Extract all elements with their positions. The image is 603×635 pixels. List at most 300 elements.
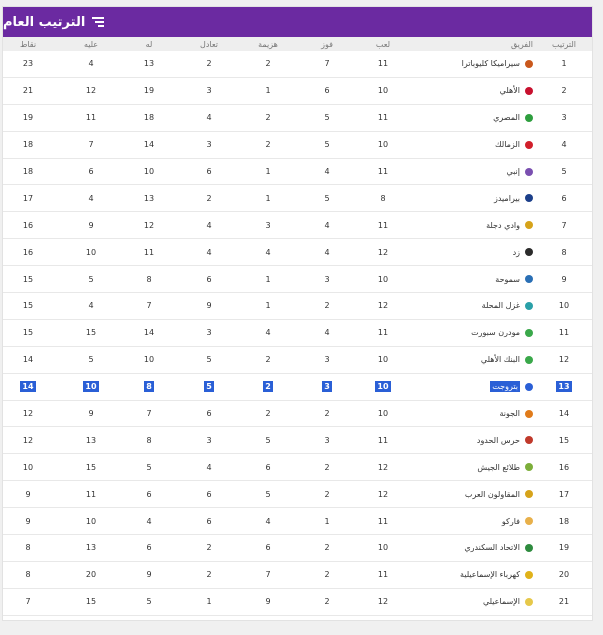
table-row[interactable] <box>3 401 592 428</box>
draw-cell-value: 4 <box>206 247 212 257</box>
win-cell <box>302 401 352 427</box>
draw-cell <box>184 347 234 373</box>
rank-cell-value: 14 <box>558 409 570 419</box>
points-cell-value: 18 <box>22 140 34 150</box>
lose-cell <box>243 320 293 346</box>
draw-cell <box>184 51 234 77</box>
team-cell[interactable] <box>393 535 539 561</box>
for-cell <box>124 427 174 453</box>
table-row[interactable] <box>3 78 592 105</box>
for-cell <box>124 562 174 588</box>
rank-cell <box>539 347 589 373</box>
against-cell-value: 10 <box>85 247 97 257</box>
points-cell <box>3 374 53 400</box>
for-cell-value: 13 <box>143 193 155 203</box>
win-cell <box>302 185 352 211</box>
table-row[interactable] <box>3 454 592 481</box>
for-cell <box>124 347 174 373</box>
for-cell <box>124 132 174 158</box>
table-row[interactable] <box>3 51 592 78</box>
lose-cell-value: 2 <box>265 409 271 419</box>
rank-cell <box>539 185 589 211</box>
draw-cell-value: 2 <box>206 59 212 69</box>
team-logo-icon <box>525 302 533 310</box>
team-logo-icon <box>525 114 533 122</box>
team-cell[interactable] <box>393 374 539 400</box>
for-cell-value: 19 <box>143 86 155 96</box>
points-cell <box>3 535 53 561</box>
draw-cell <box>184 481 234 507</box>
for-cell-value: 18 <box>143 113 155 123</box>
rank-cell <box>539 132 589 158</box>
table-row[interactable] <box>3 427 592 454</box>
lose-cell <box>243 185 293 211</box>
team-name[interactable]: حرس الحدود <box>476 435 520 445</box>
points-cell <box>3 159 53 185</box>
team-logo-icon <box>525 598 533 606</box>
points-cell-value: 7 <box>25 597 31 607</box>
team-name[interactable]: فاركو <box>501 516 520 526</box>
for-cell-value: 12 <box>143 220 155 230</box>
played-cell-value: 10 <box>377 382 389 392</box>
table-row[interactable] <box>3 132 592 159</box>
team-cell[interactable] <box>393 159 539 185</box>
team-cell[interactable] <box>393 105 539 131</box>
team-logo-icon <box>525 275 533 283</box>
draw-cell-value: 6 <box>206 274 212 284</box>
win-cell-value: 2 <box>324 543 330 553</box>
played-cell-value: 10 <box>377 274 389 284</box>
against-cell <box>66 51 116 77</box>
lose-cell <box>243 401 293 427</box>
draw-cell-value: 3 <box>206 435 212 445</box>
table-row[interactable] <box>3 589 592 616</box>
for-cell <box>124 105 174 131</box>
rank-cell-value: 13 <box>558 382 570 392</box>
points-cell <box>3 185 53 211</box>
against-cell <box>66 266 116 292</box>
team-name[interactable]: مودرن سبورت <box>471 328 520 338</box>
for-cell <box>124 535 174 561</box>
team-name[interactable]: الجونة <box>499 409 520 419</box>
win-cell-value: 3 <box>324 355 330 365</box>
points-cell <box>3 212 53 238</box>
rank-cell-value: 15 <box>558 435 570 445</box>
draw-cell <box>184 535 234 561</box>
win-cell <box>302 589 352 615</box>
standings-title: الترتيب العام <box>3 14 86 30</box>
lose-cell-value: 2 <box>265 382 271 392</box>
team-cell[interactable] <box>393 347 539 373</box>
col-win: فوز <box>321 39 333 49</box>
team-name[interactable]: الاتحاد السكندري <box>464 543 520 553</box>
draw-cell <box>184 320 234 346</box>
lose-cell-value: 3 <box>265 220 271 230</box>
team-cell[interactable] <box>393 320 539 346</box>
rank-cell <box>539 293 589 319</box>
against-cell-value: 12 <box>85 86 97 96</box>
lose-cell <box>243 105 293 131</box>
against-cell <box>66 185 116 211</box>
for-cell-value: 8 <box>146 274 152 284</box>
team-name[interactable]: طلائع الجيش <box>477 462 520 472</box>
rank-cell <box>539 562 589 588</box>
team-name[interactable]: المصري <box>493 113 520 123</box>
draw-cell-value: 6 <box>206 516 212 526</box>
against-cell-value: 11 <box>85 489 97 499</box>
win-cell-value: 4 <box>324 167 330 176</box>
table-row[interactable] <box>3 374 592 401</box>
team-name[interactable]: البنك الأهلي <box>480 355 520 365</box>
standings-card <box>2 6 593 621</box>
lose-cell <box>243 78 293 104</box>
rank-cell <box>539 51 589 77</box>
against-cell-value: 15 <box>85 597 97 607</box>
win-cell-value: 5 <box>324 113 330 123</box>
team-cell[interactable] <box>393 427 539 453</box>
for-cell-value: 14 <box>143 140 155 150</box>
lose-cell-value: 5 <box>265 489 271 499</box>
lose-cell <box>243 212 293 238</box>
team-logo-icon <box>525 436 533 444</box>
lose-cell <box>243 239 293 265</box>
draw-cell <box>184 239 234 265</box>
for-cell-value: 11 <box>143 247 155 257</box>
for-cell-value: 6 <box>146 489 152 499</box>
rank-cell <box>539 320 589 346</box>
rank-cell <box>539 105 589 131</box>
table-row[interactable] <box>3 508 592 535</box>
table-row[interactable] <box>3 293 592 320</box>
team-logo-icon <box>525 87 533 95</box>
team-name[interactable]: وادي دجلة <box>486 220 520 230</box>
team-cell[interactable] <box>393 185 539 211</box>
team-name[interactable]: بيراميدز <box>493 193 520 203</box>
points-cell <box>3 481 53 507</box>
lose-cell-value: 4 <box>265 328 271 338</box>
team-cell[interactable] <box>393 401 539 427</box>
points-cell-value: 9 <box>25 516 31 526</box>
table-header <box>3 37 592 51</box>
draw-cell-value: 2 <box>206 570 212 580</box>
team-name[interactable]: إنبي <box>506 167 520 176</box>
for-cell <box>124 589 174 615</box>
draw-cell-value: 2 <box>206 193 212 203</box>
table-row[interactable] <box>3 105 592 132</box>
for-cell-value: 10 <box>143 355 155 365</box>
table-row[interactable] <box>3 562 592 589</box>
played-cell-value: 12 <box>377 247 389 257</box>
table-row[interactable] <box>3 481 592 508</box>
against-cell-value: 4 <box>88 301 94 311</box>
rank-cell <box>539 374 589 400</box>
team-cell[interactable] <box>393 454 539 480</box>
lose-cell-value: 1 <box>265 274 271 284</box>
for-cell-value: 7 <box>146 409 152 419</box>
against-cell-value: 5 <box>88 355 94 365</box>
rank-cell-value: 17 <box>558 489 570 499</box>
for-cell-value: 4 <box>146 516 152 526</box>
points-cell <box>3 132 53 158</box>
team-name[interactable]: غزل المحلة <box>481 301 520 311</box>
team-cell[interactable] <box>393 239 539 265</box>
rank-cell-value: 5 <box>561 167 567 176</box>
win-cell <box>302 212 352 238</box>
col-rank: الترتيب <box>552 39 576 49</box>
team-name[interactable]: سموحة <box>495 274 520 284</box>
against-cell-value: 15 <box>85 328 97 338</box>
lose-cell-value: 5 <box>265 435 271 445</box>
rank-cell <box>539 212 589 238</box>
against-cell <box>66 454 116 480</box>
win-cell-value: 5 <box>324 140 330 150</box>
draw-cell-value: 1 <box>206 597 212 607</box>
table-row[interactable] <box>3 185 592 212</box>
played-cell-value: 11 <box>377 220 389 230</box>
for-cell <box>124 185 174 211</box>
points-cell <box>3 105 53 131</box>
rank-cell <box>539 78 589 104</box>
team-cell[interactable] <box>393 132 539 158</box>
win-cell-value: 3 <box>324 382 330 392</box>
lose-cell <box>243 535 293 561</box>
lose-cell-value: 2 <box>265 355 271 365</box>
for-cell <box>124 293 174 319</box>
lose-cell <box>243 293 293 319</box>
team-logo-icon <box>525 194 533 202</box>
rank-cell-value: 12 <box>558 355 570 365</box>
against-cell <box>66 239 116 265</box>
for-cell-value: 6 <box>146 543 152 553</box>
win-cell-value: 4 <box>324 220 330 230</box>
for-cell <box>124 78 174 104</box>
draw-cell <box>184 212 234 238</box>
points-cell-value: 21 <box>22 86 34 96</box>
for-cell-value: 5 <box>146 462 152 472</box>
team-logo-icon <box>525 517 533 525</box>
team-name[interactable]: كهرباء الإسماعيلية <box>460 570 520 580</box>
rank-cell-value: 4 <box>561 140 567 150</box>
draw-cell <box>184 105 234 131</box>
win-cell <box>302 347 352 373</box>
points-cell <box>3 51 53 77</box>
points-cell-value: 8 <box>25 543 31 553</box>
lose-cell <box>243 51 293 77</box>
against-cell-value: 13 <box>85 543 97 553</box>
standings-header <box>3 7 592 37</box>
points-cell-value: 14 <box>22 382 34 392</box>
team-cell[interactable] <box>393 293 539 319</box>
lose-cell-value: 4 <box>265 247 271 257</box>
against-cell-value: 15 <box>85 462 97 472</box>
played-cell-value: 12 <box>377 597 389 607</box>
against-cell-value: 9 <box>88 220 94 230</box>
win-cell-value: 2 <box>324 301 330 311</box>
played-cell-value: 10 <box>377 543 389 553</box>
lose-cell <box>243 266 293 292</box>
for-cell-value: 5 <box>146 597 152 607</box>
col-points: نقاط <box>19 39 37 49</box>
team-logo-icon <box>525 168 533 176</box>
points-cell <box>3 266 53 292</box>
for-cell-value: 8 <box>146 382 152 392</box>
draw-cell-value: 5 <box>206 382 212 392</box>
lose-cell <box>243 481 293 507</box>
against-cell <box>66 212 116 238</box>
rank-cell <box>539 535 589 561</box>
team-name[interactable]: بتروجت <box>492 382 518 392</box>
team-cell[interactable] <box>393 78 539 104</box>
team-cell[interactable] <box>393 481 539 507</box>
draw-cell-value: 5 <box>206 355 212 365</box>
col-played: لعب <box>375 39 391 49</box>
team-cell[interactable] <box>393 51 539 77</box>
col-draw: تعادل <box>200 39 218 49</box>
table-body <box>3 51 592 616</box>
lose-cell <box>243 159 293 185</box>
win-cell <box>302 562 352 588</box>
win-cell <box>302 535 352 561</box>
draw-cell <box>184 266 234 292</box>
points-cell-value: 15 <box>22 328 34 338</box>
for-cell <box>124 51 174 77</box>
points-cell <box>3 293 53 319</box>
points-cell-value: 14 <box>22 355 34 365</box>
rank-cell-value: 20 <box>558 570 570 580</box>
draw-cell <box>184 401 234 427</box>
points-cell <box>3 320 53 346</box>
rank-cell-value: 6 <box>561 193 567 203</box>
played-cell-value: 10 <box>377 409 389 419</box>
rank-cell <box>539 589 589 615</box>
team-name[interactable]: سيراميكا كليوباترا <box>461 59 520 69</box>
against-cell-value: 4 <box>88 193 94 203</box>
rank-cell-value: 7 <box>561 220 567 230</box>
rank-cell <box>539 266 589 292</box>
points-cell <box>3 347 53 373</box>
played-cell-value: 11 <box>377 435 389 445</box>
team-name[interactable]: المقاولون العرب <box>464 489 520 499</box>
lose-cell <box>243 347 293 373</box>
lose-cell <box>243 589 293 615</box>
team-cell[interactable] <box>393 212 539 238</box>
for-cell <box>124 159 174 185</box>
table-row[interactable] <box>3 239 592 266</box>
for-cell <box>124 212 174 238</box>
for-cell <box>124 266 174 292</box>
win-cell-value: 5 <box>324 193 330 203</box>
played-cell-value: 10 <box>377 140 389 150</box>
team-name[interactable]: الزمالك <box>495 140 520 150</box>
lose-cell <box>243 454 293 480</box>
team-name[interactable]: الإسماعيلي <box>482 597 520 607</box>
col-against: عليه <box>83 39 99 49</box>
for-cell-value: 13 <box>143 59 155 69</box>
draw-cell-value: 3 <box>206 86 212 96</box>
team-logo-icon <box>525 60 533 68</box>
rank-cell <box>539 427 589 453</box>
against-cell <box>66 132 116 158</box>
against-cell-value: 10 <box>85 516 97 526</box>
against-cell <box>66 535 116 561</box>
points-cell-value: 9 <box>25 489 31 499</box>
points-cell-value: 16 <box>22 220 34 230</box>
team-cell[interactable] <box>393 562 539 588</box>
team-cell[interactable] <box>393 589 539 615</box>
points-cell-value: 15 <box>22 301 34 311</box>
lose-cell <box>243 427 293 453</box>
table-row[interactable] <box>3 347 592 374</box>
rank-cell <box>539 401 589 427</box>
rank-cell-value: 2 <box>561 86 567 96</box>
draw-cell-value: 6 <box>206 489 212 499</box>
for-cell-value: 10 <box>143 167 155 176</box>
played-cell-value: 11 <box>377 570 389 580</box>
table-row[interactable] <box>3 320 592 347</box>
team-cell[interactable] <box>393 508 539 534</box>
table-row[interactable] <box>3 212 592 239</box>
for-cell-value: 14 <box>143 328 155 338</box>
team-logo-icon <box>525 544 533 552</box>
win-cell <box>302 374 352 400</box>
for-cell-value: 9 <box>146 570 152 580</box>
draw-cell-value: 3 <box>206 140 212 150</box>
table-row[interactable] <box>3 535 592 562</box>
win-cell-value: 2 <box>324 597 330 607</box>
against-cell-value: 5 <box>88 274 94 284</box>
draw-cell <box>184 508 234 534</box>
win-cell <box>302 427 352 453</box>
points-cell-value: 19 <box>22 113 34 123</box>
points-cell-value: 16 <box>22 247 34 257</box>
lose-cell-value: 6 <box>265 543 271 553</box>
against-cell <box>66 589 116 615</box>
points-cell <box>3 427 53 453</box>
draw-cell-value: 2 <box>206 543 212 553</box>
table-row[interactable] <box>3 159 592 186</box>
rank-cell <box>539 239 589 265</box>
against-cell-value: 10 <box>85 382 97 392</box>
rank-cell <box>539 508 589 534</box>
points-cell-value: 12 <box>22 435 34 445</box>
points-cell <box>3 508 53 534</box>
draw-cell-value: 6 <box>206 167 212 176</box>
for-cell <box>124 508 174 534</box>
against-cell <box>66 374 116 400</box>
win-cell-value: 7 <box>324 59 330 69</box>
draw-cell <box>184 293 234 319</box>
win-cell <box>302 320 352 346</box>
team-name[interactable]: زد <box>512 247 520 257</box>
rank-cell-value: 8 <box>561 247 567 257</box>
against-cell-value: 11 <box>85 113 97 123</box>
played-cell-value: 12 <box>377 489 389 499</box>
table-row[interactable] <box>3 266 592 293</box>
for-cell <box>124 374 174 400</box>
lose-cell-value: 1 <box>265 301 271 311</box>
win-cell <box>302 454 352 480</box>
win-cell-value: 2 <box>324 409 330 419</box>
team-logo-icon <box>525 221 533 229</box>
points-cell <box>3 401 53 427</box>
team-logo-icon <box>525 463 533 471</box>
team-logo-icon <box>525 329 533 337</box>
points-cell-value: 23 <box>22 59 34 69</box>
team-cell[interactable] <box>393 266 539 292</box>
win-cell-value: 3 <box>324 435 330 445</box>
team-logo-icon <box>525 571 533 579</box>
team-name[interactable]: الأهلي <box>499 86 520 96</box>
